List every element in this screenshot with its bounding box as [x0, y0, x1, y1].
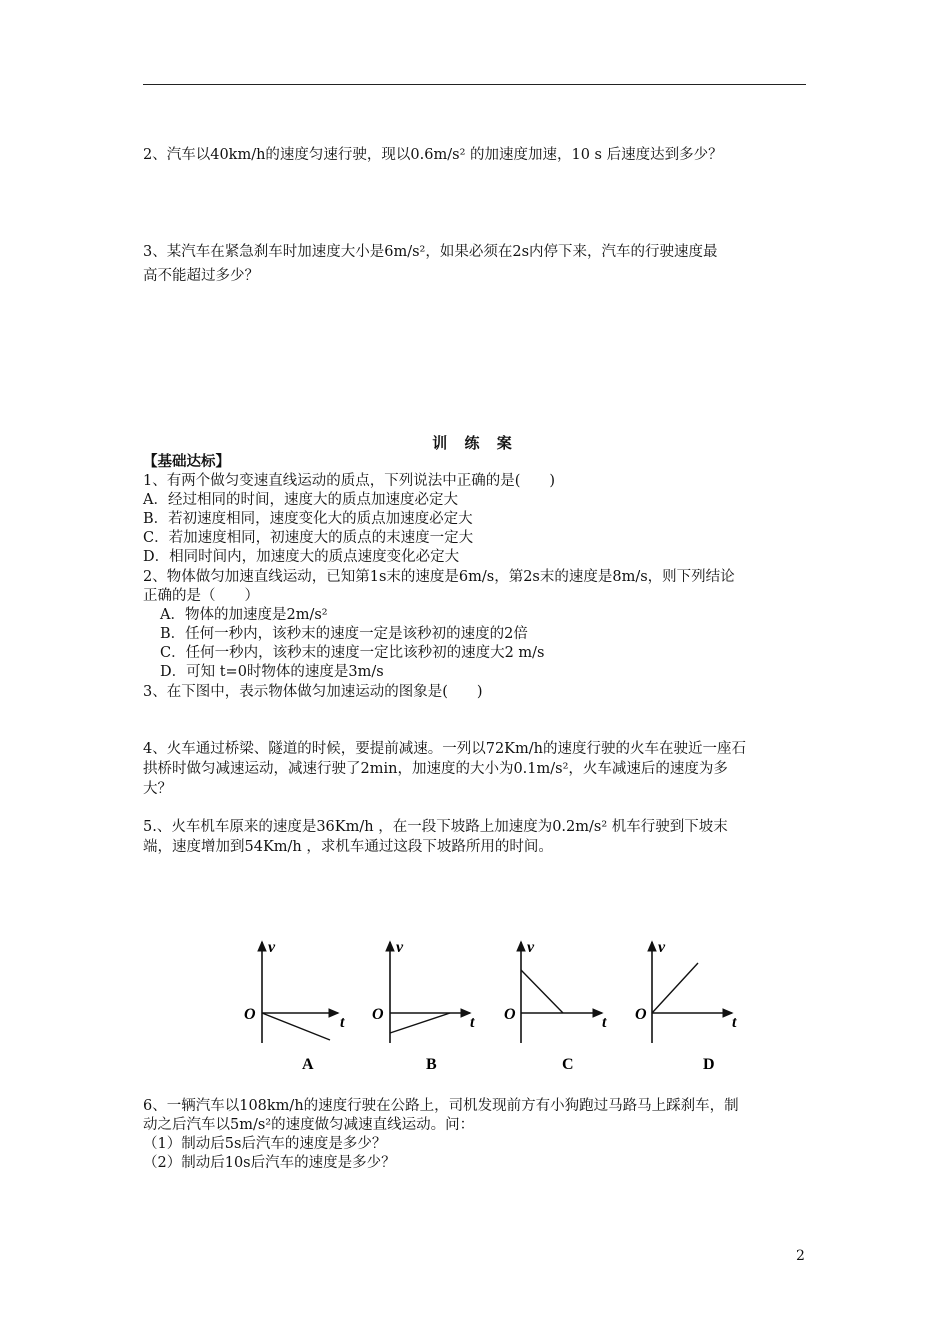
- graph-a-origin-label: O: [244, 1006, 256, 1023]
- graph-b-origin-label: O: [372, 1006, 384, 1023]
- q5-line2: 端，速度增加到54Km/h ，求机车通过这段下坡路所用的时间。: [143, 839, 553, 855]
- header-rule: [143, 84, 806, 85]
- graph-b-v-label: v: [396, 939, 404, 956]
- graph-a: [244, 939, 345, 1073]
- q4-line3: 大？: [143, 781, 172, 797]
- q1-option-b: B．若初速度相同，速度变化大的质点加速度必定大: [143, 511, 473, 527]
- graph-c-t-label: t: [602, 1014, 607, 1031]
- graph-b: [372, 939, 475, 1073]
- q6-line2: 动之后汽车以5m/s²的速度做匀减速直线运动。问：: [143, 1117, 475, 1133]
- graph-c-v-label: v: [527, 939, 535, 956]
- graph-d: [635, 939, 737, 1073]
- graph-a-v-label: v: [268, 939, 276, 956]
- q6-sub2: （2）制动后10s后汽车的速度是多少？: [143, 1155, 396, 1171]
- q2-option-d: D．可知 t=0时物体的速度是3m/s: [160, 664, 384, 680]
- q1-option-d: D．相同时间内，加速度大的质点速度变化必定大: [143, 549, 460, 565]
- problem-3-line1: 3、某汽车在紧急刹车时加速度大小是6m/s²，如果必须在2s内停下来，汽车的行驶速度最: [143, 244, 718, 260]
- graph-c-origin-label: O: [504, 1006, 516, 1023]
- page-number: 2: [796, 1248, 805, 1264]
- q2-option-a: A．物体的加速度是2m/s²: [160, 607, 328, 623]
- q2-option-c: C．任何一秒内，该秒末的速度一定比该秒初的速度大2 m/s: [160, 645, 545, 661]
- vt-graphs-figure: [240, 930, 750, 1075]
- q2-stem-line2: 正确的是（ ）: [143, 588, 259, 604]
- graph-d-origin-label: O: [635, 1006, 647, 1023]
- graph-d-v-label: v: [658, 939, 666, 956]
- section-title: 训 练 案: [432, 434, 518, 452]
- q1-option-c: C．若加速度相同，初速度大的质点的末速度一定大: [143, 530, 474, 546]
- q4-line1: 4、火车通过桥梁、隧道的时候，要提前减速。一列以72Km/h的速度行驶的火车在驶近一座石: [143, 741, 746, 757]
- q4-line2: 拱桥时做匀减速运动，减速行驶了2min，加速度的大小为0.1m/s²，火车减速后的速度为多: [143, 761, 728, 777]
- subheading-basic: 【基础达标】: [143, 454, 230, 470]
- graph-d-t-label: t: [732, 1014, 737, 1031]
- graph-c: [504, 939, 607, 1073]
- graph-b-t-label: t: [470, 1014, 475, 1031]
- q6-line1: 6、一辆汽车以108km/h的速度行驶在公路上，司机发现前方有小狗跑过马路马上踩刹车，制: [143, 1098, 739, 1114]
- q6-sub1: （1）制动后5s后汽车的速度是多少？: [143, 1136, 387, 1152]
- q2-stem-line1: 2、物体做匀加速直线运动，已知第1s末的速度是6m/s，第2s末的速度是8m/s，则下列结论: [143, 569, 735, 585]
- q1-stem: 1、有两个做匀变速直线运动的质点，下列说法中正确的是( ): [143, 473, 556, 489]
- graph-d-name: D: [703, 1056, 715, 1073]
- problem-3-line2: 高不能超过多少？: [143, 268, 259, 284]
- graph-c-name: C: [562, 1056, 574, 1073]
- q5-line1: 5.、火车机车原来的速度是36Km/h ，在一段下坡路上加速度为0.2m/s² 机车行驶到下坡末: [143, 819, 728, 835]
- q1-option-a: A．经过相同的时间，速度大的质点加速度必定大: [143, 492, 458, 508]
- q3-stem: 3、在下图中，表示物体做匀加速运动的图象是( ): [143, 684, 483, 700]
- problem-2-text: 2、汽车以40km/h的速度匀速行驶，现以0.6m/s² 的加速度加速，10 s 后速度达到多少？: [143, 147, 723, 163]
- q2-option-b: B．任何一秒内，该秒末的速度一定是该秒初的速度的2倍: [160, 626, 528, 642]
- graph-a-name: A: [302, 1056, 314, 1073]
- graph-a-t-label: t: [340, 1014, 345, 1031]
- graph-b-name: B: [426, 1056, 437, 1073]
